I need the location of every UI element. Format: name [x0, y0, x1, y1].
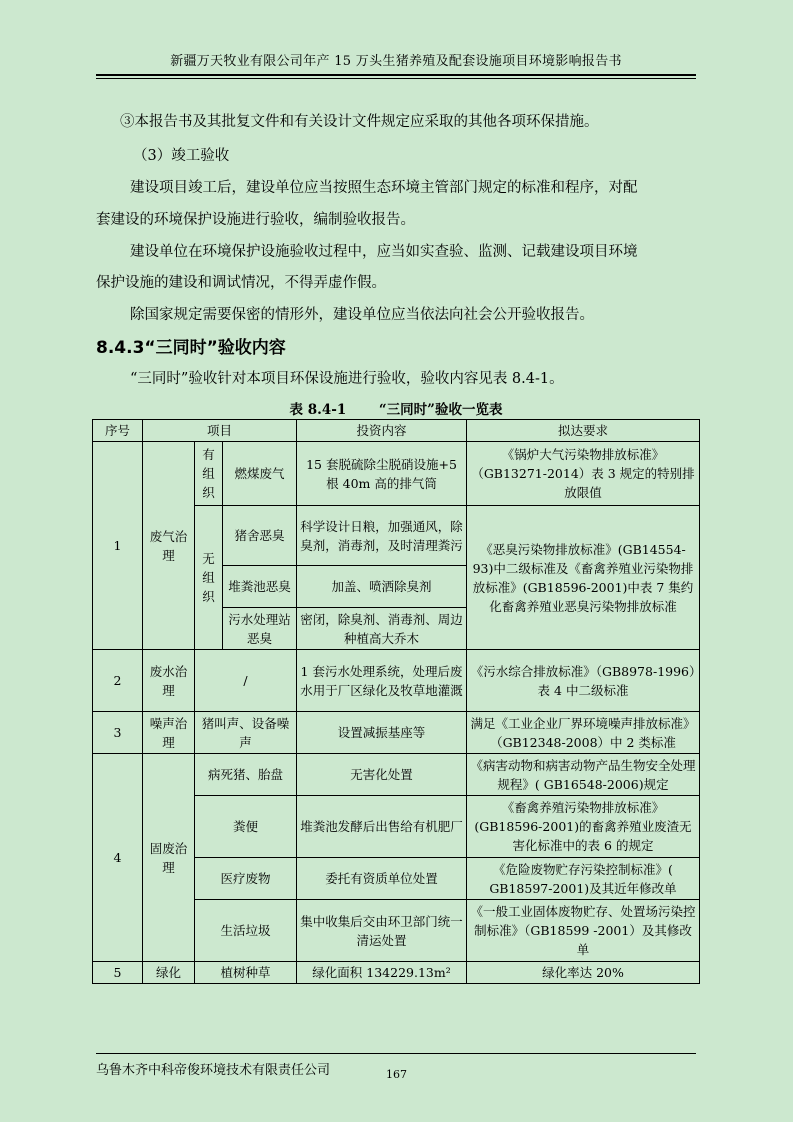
- unorganized-label: 无组织: [195, 506, 223, 650]
- table-caption: [96, 398, 696, 418]
- table-title: “三同时”验收一览表: [378, 402, 503, 418]
- paragraph-inspection-2: 保护设施的建设和调试情况，不得弄虚作假。: [96, 275, 386, 291]
- item-cell: 植树种草: [195, 962, 297, 984]
- header-invest: 投资内容: [297, 420, 467, 442]
- invest-cell: 集中收集后交由环卫部门统一清运处置: [297, 900, 467, 962]
- req-cell: 《恶臭污染物排放标准》(GB14554-93)中二级标准及《畜禽养殖业污染物排放标准》(GB18596-2001)中表 7 集约化畜禽养殖业恶臭污染物排放标准: [467, 506, 700, 650]
- paragraph-completion-2: 套建设的环境保护设施进行验收，编制验收报告。: [96, 212, 415, 228]
- item-cell: 猪叫声、设备噪声: [195, 712, 297, 754]
- invest-cell: 无害化处置: [297, 754, 467, 796]
- req-cell: 《畜禽养殖污染物排放标准》(GB18596-2001)的畜禽养殖业废渣无害化标准中的表 6 的规定: [467, 796, 700, 858]
- item-cell: /: [195, 650, 297, 712]
- paragraph-measures: ③本报告书及其批复文件和有关设计文件规定应采取的其他各项环保措施。: [120, 114, 599, 130]
- row-category: 废水治理: [143, 650, 195, 712]
- row-no: 1: [93, 442, 143, 650]
- page-header: 新疆万天牧业有限公司年产 15 万头生猪养殖及配套设施项目环境影响报告书: [170, 54, 622, 69]
- table-row: [93, 712, 700, 754]
- acceptance-table: [92, 419, 700, 984]
- header-rule-thin: [96, 78, 696, 79]
- invest-cell: 15 套脱硫除尘脱硝设施+5 根 40m 高的排气筒: [297, 442, 467, 506]
- req-cell: 满足《工业企业厂界环境噪声排放标准》（GB12348-2008）中 2 类标准: [467, 712, 700, 754]
- row-no: 4: [93, 754, 143, 962]
- row-category: 固废治理: [143, 754, 195, 962]
- row-no: 5: [93, 962, 143, 984]
- table-number: 表 8.4-1: [289, 402, 347, 418]
- header-no: 序号: [93, 420, 143, 442]
- req-cell: 《危险废物贮存污染控制标准》( GB18597-2001)及其近年修改单: [467, 858, 700, 900]
- header-rule: [96, 74, 696, 76]
- header-req: 拟达要求: [467, 420, 700, 442]
- footer-company: 乌鲁木齐中科帝俊环境技术有限责任公司: [96, 1063, 331, 1078]
- subsection-title: （3）竣工验收: [133, 148, 230, 164]
- invest-cell: 绿化面积 134229.13m²: [297, 962, 467, 984]
- table-row: [93, 650, 700, 712]
- invest-cell: 加盖、喷洒除臭剂: [297, 566, 467, 608]
- row-category: 噪声治理: [143, 712, 195, 754]
- item-cell: 燃煤废气: [223, 442, 297, 506]
- req-cell: 《污水综合排放标准》（GB8978-1996）表 4 中二级标准: [467, 650, 700, 712]
- item-cell: 猪舍恶臭: [223, 506, 297, 566]
- item-cell: 生活垃圾: [195, 900, 297, 962]
- table-row: [93, 442, 700, 506]
- row-no: 3: [93, 712, 143, 754]
- item-cell: 医疗废物: [195, 858, 297, 900]
- item-cell: 污水处理站恶臭: [223, 608, 297, 650]
- item-cell: 病死猪、胎盘: [195, 754, 297, 796]
- table-header-row: [93, 420, 700, 442]
- intro-text: “三同时”验收针对本项目环保设施进行验收，验收内容见表 8.4-1。: [130, 371, 564, 387]
- invest-cell: 设置减振基座等: [297, 712, 467, 754]
- invest-cell: 堆粪池发酵后出售给有机肥厂: [297, 796, 467, 858]
- organized-label: 有组织: [195, 442, 223, 506]
- item-cell: 粪便: [195, 796, 297, 858]
- req-cell: 绿化率达 20%: [467, 962, 700, 984]
- footer-rule: [96, 1053, 696, 1054]
- invest-cell: 委托有资质单位处置: [297, 858, 467, 900]
- item-cell: 堆粪池恶臭: [223, 566, 297, 608]
- paragraph-inspection-1: 建设单位在环境保护设施验收过程中，应当如实查验、监测、记载建设项目环境: [130, 244, 638, 260]
- paragraph-completion-1: 建设项目竣工后，建设单位应当按照生态环境主管部门规定的标准和程序，对配: [130, 180, 638, 196]
- section-heading: 8.4.3“三同时”验收内容: [96, 338, 286, 358]
- row-no: 2: [93, 650, 143, 712]
- table-row: [93, 962, 700, 984]
- row-category: 废气治理: [143, 442, 195, 650]
- req-cell: 《病害动物和病害动物产品生物安全处理规程》( GB16548-2006)规定: [467, 754, 700, 796]
- table-row: [93, 754, 700, 796]
- paragraph-disclosure: 除国家规定需要保密的情形外，建设单位应当依法向社会公开验收报告。: [130, 307, 594, 323]
- invest-cell: 科学设计日粮，加强通风，除臭剂，消毒剂，及时清理粪污: [297, 506, 467, 566]
- header-item: 项目: [143, 420, 297, 442]
- req-cell: 《锅炉大气污染物排放标准》（GB13271-2014）表 3 规定的特别排放限值: [467, 442, 700, 506]
- req-cell: 《一般工业固体废物贮存、处置场污染控制标准》（GB18599 -2001）及其修改单: [467, 900, 700, 962]
- invest-cell: 1 套污水处理系统，处理后废水用于厂区绿化及牧草地灌溉: [297, 650, 467, 712]
- row-category: 绿化: [143, 962, 195, 984]
- page-number: 167: [386, 1068, 407, 1081]
- invest-cell: 密闭，除臭剂、消毒剂、周边种植高大乔木: [297, 608, 467, 650]
